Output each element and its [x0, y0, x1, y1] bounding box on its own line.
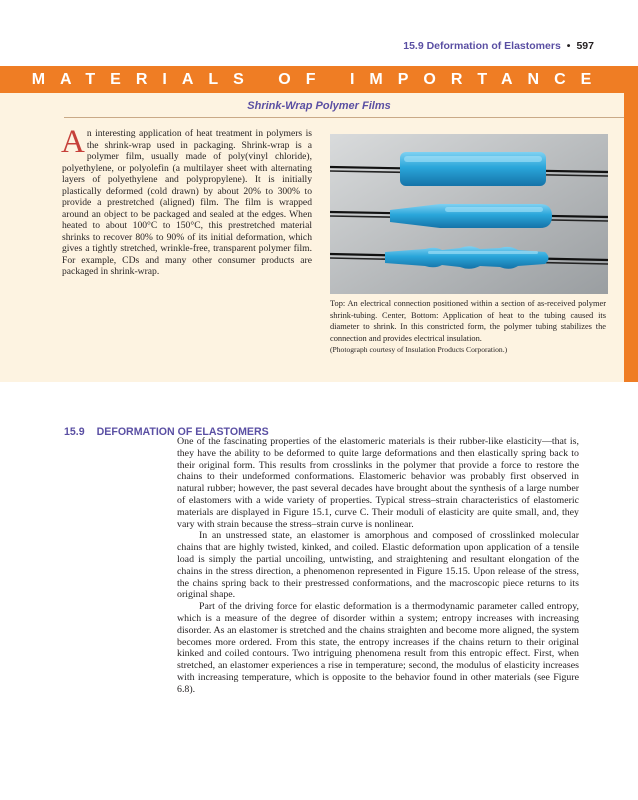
running-head-separator: •: [566, 40, 571, 52]
drop-cap: A: [61, 124, 85, 160]
body-paragraph: Part of the driving force for elastic deformation is a thermodynamic parameter called entropy, which is a measure of the degree of disorder within a system; entropy increases with increasing disorder. As an elastomer is stretched and the chains straighten and become more aligned, the system becomes more ordered. From this state, the entropy increases if the chains return to their original kinked and coiled contours. Two intriguing phenomena result from this entropic effect. First, when stretched, an elastomer experiences a rise in temperature; second, the modulus of elasticity increases with increasing temperature, which is opposite to the behavior found in other materials (see Figure 6.8).: [177, 601, 579, 695]
materials-of-importance-box: [0, 66, 638, 382]
box-title: MATERIALS OF IMPORTANCE: [31, 71, 607, 88]
box-subtitle: Shrink-Wrap Polymer Films: [247, 100, 391, 112]
photo-caption: [330, 298, 606, 356]
body-paragraph: One of the fascinating properties of the elastomeric materials is their rubber-like elasticity—that is, they have the ability to be deformed to quite large deformations and then elastically spring back to their original form. This results from crosslinks in the polymer that provide a force to restore the chains to their undeformed conformations. Elastomeric behavior was probably first observed in natural rubber; however, the past several decades have brought about the synthesis of a large number of elastomers with a wide variety of properties. Typical stress–strain characteristics of elastomeric materials are displayed in Figure 15.1, curve C. Their moduli of elasticity are quite small, and, they vary with strain because the stress–strain curve is nonlinear.: [177, 436, 579, 530]
box-body-paragraph: n interesting application of heat treatment in polymers is the shrink-wrap used in packaging. Shrink-wrap is a polymer film, usually made of poly(vinyl chloride), polyethylene, or polyolefin (a multilayer sheet with alternating layers of polyethylene and polypropylene). It is initially plastically deformed (cold drawn) by about 20% to 300% to provide a prestretched (aligned) film. The film is wrapped around an object to be packaged and sealed at the edges. When heated to about 100°C to 150°C, this prestretched material shrinks to recover 80% to 90% of its initial deformation, which gives a tightly stretched, wrinkle-free, transparent polymer film. For example, CDs and many other consumer products are packaged in shrink-wrap.: [62, 128, 312, 277]
shrink-tubing-photo-image: [330, 134, 608, 294]
running-head: [403, 40, 594, 52]
box-divider: [64, 117, 624, 118]
section-body: [177, 436, 579, 696]
photo-credit: (Photograph courtesy of Insulation Products Corporation.): [330, 345, 508, 354]
page-number: 597: [576, 40, 594, 52]
running-head-section: 15.9 Deformation of Elastomers: [403, 40, 561, 52]
box-body-text: [61, 124, 312, 278]
box-side-strip: [624, 93, 638, 382]
body-paragraph: In an unstressed state, an elastomer is amorphous and composed of crosslinked molecular chains that are highly twisted, kinked, and coiled. Elastic deformation upon application of a tensile load is simply the partial uncoiling, untwisting, and straightening and resultant elongation of the chains in the stress direction, a phenomenon represented in Figure 15.15. Upon release of the stress, the chains spring back to their prestressed conformations, and the macroscopic piece returns to its original shape.: [177, 530, 579, 601]
caption-text: Top: An electrical connection positioned within a section of as-received polymer shrink-tubing. Center, Bottom: Application of heat to the tubing caused its diameter to shrink. In this constricted form, the polymer tubing stabilizes the connection and provides electrical insulation.: [330, 299, 606, 343]
section-number: 15.9: [64, 426, 85, 438]
shrink-tubing-photo: [330, 134, 608, 294]
section-title: DEFORMATION OF ELASTOMERS: [96, 426, 269, 438]
